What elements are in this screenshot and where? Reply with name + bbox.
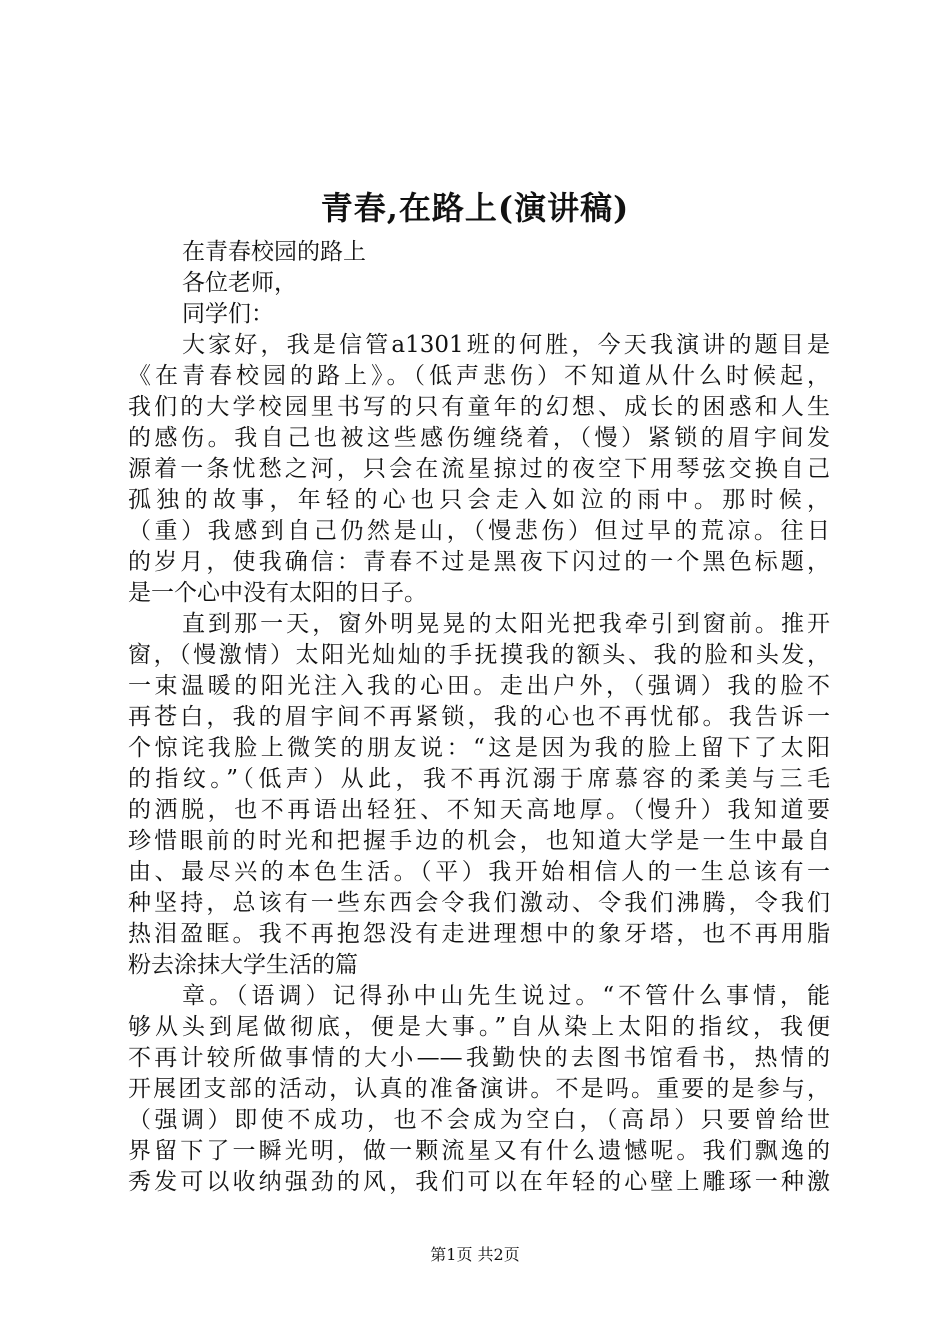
body-line: 由、最尽兴的本色生活。（平）我开始相信人的一生总该有一: [128, 859, 830, 885]
body-line: 《在青春校园的路上》。（低声悲伤）不知道从什么时候起，: [128, 363, 830, 389]
document-title: 青春,在路上(演讲稿): [320, 189, 630, 227]
document-body: [128, 237, 830, 1198]
body-line: 珍惜眼前的时光和把握手边的机会，也知道大学是一生中最自: [128, 828, 830, 854]
body-line: 大家好，我是信管a1301班的何胜，今天我演讲的题目是: [182, 332, 830, 358]
body-line: 窗，（慢激情）太阳光灿灿的手抚摸我的额头、我的脸和头发，: [128, 642, 830, 668]
body-line: 界留下了一瞬光明，做一颗流星又有什么遗憾呢。我们飘逸的: [128, 1138, 830, 1164]
body-line: 我们的大学校园里书写的只有童年的幻想、成长的困惑和人生: [128, 394, 830, 420]
body-line: 热泪盈眶。我不再抱怨没有走进理想中的象牙塔，也不再用脂: [128, 921, 830, 947]
body-line: 的感伤。我自己也被这些感伤缠绕着，（慢）紧锁的眉宇间发: [128, 425, 830, 451]
body-line: 源着一条忧愁之河，只会在流星掠过的夜空下用琴弦交换自己: [128, 456, 830, 482]
body-line: 的指纹。”（低声）从此，我不再沉溺于席慕容的柔美与三毛: [128, 766, 830, 792]
body-line: 开展团支部的活动，认真的准备演讲。不是吗。重要的是参与，: [128, 1076, 830, 1102]
body-line: 种坚持，总该有一些东西会令我们激动、令我们沸腾，令我们: [128, 890, 830, 916]
body-line: 直到那一天，窗外明晃晃的太阳光把我牵引到窗前。推开: [182, 611, 830, 637]
body-line: 秀发可以收纳强劲的风，我们可以在年轻的心壁上雕琢一种激: [128, 1169, 830, 1195]
body-line: 的岁月，使我确信：青春不过是黑夜下闪过的一个黑色标题，: [128, 549, 830, 575]
body-line: 够从头到尾做彻底，便是大事。”自从染上太阳的指纹，我便: [128, 1014, 830, 1040]
body-line: 是一个心中没有太阳的日子。: [128, 580, 427, 606]
page-footer: 第1页 共2页: [430, 1245, 520, 1264]
body-line: 各位老师，: [182, 270, 297, 296]
body-line: 粉去涂抹大学生活的篇: [128, 952, 358, 978]
body-line: 同学们：: [182, 301, 274, 327]
body-line: 的洒脱，也不再语出轻狂、不知天高地厚。（慢升）我知道要: [128, 797, 830, 823]
body-line: 章。（语调）记得孙中山先生说过。“不管什么事情，能: [182, 983, 830, 1009]
body-line: 再苍白，我的眉宇间不再紧锁，我的心也不再忧郁。我告诉一: [128, 704, 830, 730]
body-line: 孤独的故事，年轻的心也只会走入如泣的雨中。那时候，: [128, 487, 830, 513]
body-line: 个惊诧我脸上微笑的朋友说：“这是因为我的脸上留下了太阳: [128, 735, 830, 761]
body-line: 一束温暖的阳光注入我的心田。走出户外，（强调）我的脸不: [128, 673, 830, 699]
body-line: （强调）即使不成功，也不会成为空白，（高昂）只要曾给世: [128, 1107, 830, 1133]
body-line: 在青春校园的路上: [182, 239, 366, 265]
body-line: 不再计较所做事情的大小——我勤快的去图书馆看书，热情的: [128, 1045, 830, 1071]
body-line: （重）我感到自己仍然是山，（慢悲伤）但过早的荒凉。往日: [128, 518, 830, 544]
